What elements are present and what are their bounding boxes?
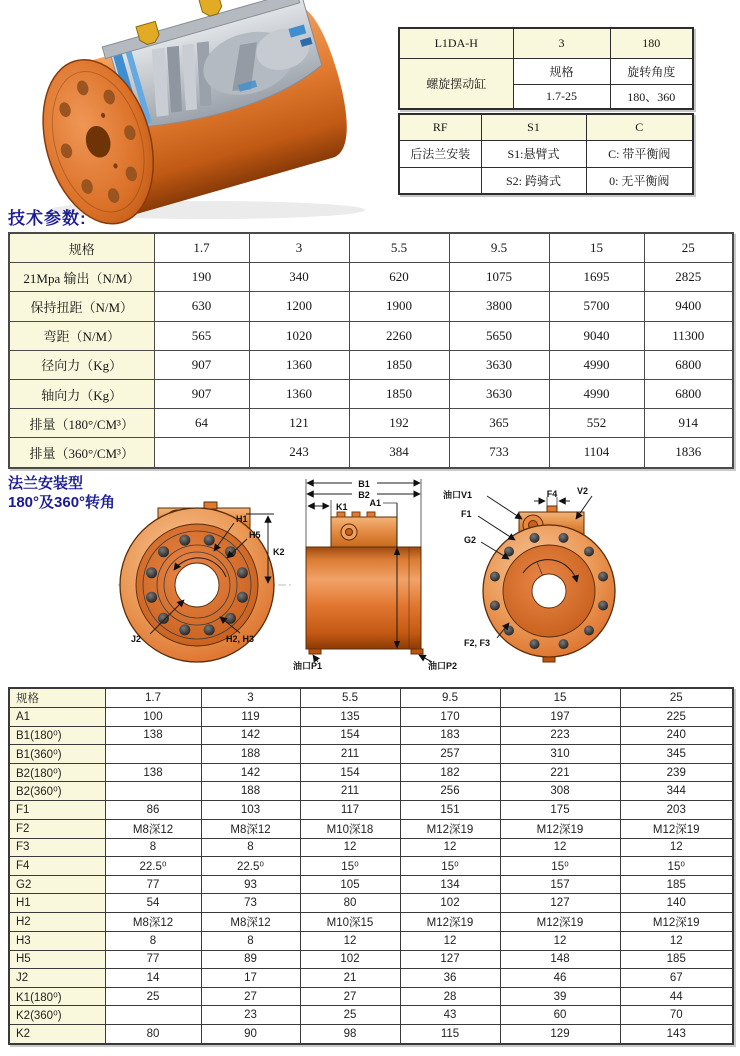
cell: M12深19 (500, 912, 620, 931)
cell: 12 (620, 931, 733, 950)
cell: 46 (500, 969, 620, 988)
tech-params-title: 技术参数: (8, 209, 87, 228)
row-label: B1(360⁰) (9, 745, 105, 764)
row-label: H5 (9, 950, 105, 969)
cell: 3630 (449, 379, 549, 408)
cell: 27 (201, 987, 300, 1006)
product-cutaway-illustration (12, 0, 397, 228)
dim-label-v2: V2 (577, 486, 589, 496)
code-table-bottom (398, 113, 694, 195)
cell: 344 (620, 782, 733, 801)
dim-label-f1: F1 (461, 509, 472, 519)
table-row (9, 987, 733, 1006)
cell: 12 (500, 838, 620, 857)
cell: 1.7 (154, 233, 249, 263)
cell: 129 (500, 1024, 620, 1043)
cell: 15 (549, 233, 644, 263)
port-label-p1: 油口P1 (293, 661, 323, 671)
cell: 340 (249, 263, 349, 292)
cell: M10深18 (300, 819, 400, 838)
cell: 103 (201, 800, 300, 819)
cell: 70 (620, 1006, 733, 1025)
dim-label-h1: H1 (236, 514, 248, 524)
tech-params-table (8, 232, 734, 469)
table-row (9, 838, 733, 857)
cell: M12深19 (400, 819, 500, 838)
cell: 27 (300, 987, 400, 1006)
cell: 239 (620, 763, 733, 782)
cell: 1104 (549, 438, 644, 468)
cell: 256 (400, 782, 500, 801)
dim-label-g2: G2 (464, 535, 477, 545)
cell: M12深19 (400, 912, 500, 931)
cell: 1020 (249, 321, 349, 350)
cell: 102 (300, 950, 400, 969)
cell: 185 (620, 875, 733, 894)
cell: 12 (500, 931, 620, 950)
cell: 142 (201, 726, 300, 745)
cell: 98 (300, 1024, 400, 1043)
cell: 1360 (249, 379, 349, 408)
cell: 80 (300, 894, 400, 913)
row-label: 规格 (9, 688, 105, 708)
cell: M8深12 (201, 912, 300, 931)
table-row (9, 969, 733, 988)
cell: 6800 (644, 350, 733, 379)
cell: 552 (549, 409, 644, 438)
cell: 140 (620, 894, 733, 913)
support-code: S1 (481, 114, 586, 140)
table-row (9, 800, 733, 819)
dim-label-j2: J2 (131, 634, 142, 644)
dim-label-a1: A1 (369, 498, 381, 508)
cell (105, 782, 201, 801)
cell: 43 (400, 1006, 500, 1025)
cell: 197 (500, 708, 620, 727)
cell: 907 (154, 350, 249, 379)
cell: 77 (105, 875, 201, 894)
cell: 17 (201, 969, 300, 988)
row-label: J2 (9, 969, 105, 988)
table-row (9, 292, 733, 321)
cell: 157 (500, 875, 620, 894)
cell: 1.7 (105, 688, 201, 708)
table-row (9, 875, 733, 894)
table-row (9, 782, 733, 801)
cell: 77 (105, 950, 201, 969)
row-label: 弯距（N/M） (9, 321, 154, 350)
flange-title-line1: 法兰安装型 (8, 475, 84, 492)
cell: 60 (500, 1006, 620, 1025)
cell: 12 (300, 931, 400, 950)
row-label: 21Mpa 输出（N/M） (9, 263, 154, 292)
cell: 9.5 (400, 688, 500, 708)
dim-label-k2: K2 (273, 547, 285, 557)
cell: 12 (620, 838, 733, 857)
front-view-right (443, 486, 615, 662)
cell: M10深15 (300, 912, 400, 931)
row-label: H1 (9, 894, 105, 913)
dim-label-b1: B1 (358, 479, 370, 489)
table-row (9, 438, 733, 468)
cell: 620 (349, 263, 449, 292)
cell: 565 (154, 321, 249, 350)
cell: 119 (201, 708, 300, 727)
row-label: B1(180⁰) (9, 726, 105, 745)
row-label: B2(180⁰) (9, 763, 105, 782)
cell (105, 1006, 201, 1025)
cell: 384 (349, 438, 449, 468)
cell: 223 (500, 726, 620, 745)
row-label: A1 (9, 708, 105, 727)
dim-label-k1: K1 (336, 502, 348, 512)
table-row (9, 708, 733, 727)
cell: 240 (620, 726, 733, 745)
cell: 182 (400, 763, 500, 782)
cell: 9040 (549, 321, 644, 350)
size-code: 3 (513, 28, 610, 58)
valve-o-label: 0: 无平衡阀 (586, 167, 693, 194)
cell: M8深12 (201, 819, 300, 838)
cell: 93 (201, 875, 300, 894)
port-label-v1: 油口V1 (443, 490, 473, 500)
cell: 12 (400, 931, 500, 950)
cell: M8深12 (105, 912, 201, 931)
cell: 8 (105, 838, 201, 857)
cell: 142 (201, 763, 300, 782)
row-label: F2 (9, 819, 105, 838)
cell: 188 (201, 782, 300, 801)
cell: 5650 (449, 321, 549, 350)
mount-label: 后法兰安装 (399, 140, 481, 167)
cell: 73 (201, 894, 300, 913)
cell: 15⁰ (400, 857, 500, 876)
row-label: F1 (9, 800, 105, 819)
cell: 115 (400, 1024, 500, 1043)
row-label: G2 (9, 875, 105, 894)
cell: 80 (105, 1024, 201, 1043)
cell: 100 (105, 708, 201, 727)
cell: M12深19 (620, 819, 733, 838)
cell: 105 (300, 875, 400, 894)
model-code-block (398, 27, 694, 195)
cell: 211 (300, 745, 400, 764)
table-row (9, 1024, 733, 1043)
cell: 170 (400, 708, 500, 727)
cell: 3 (201, 688, 300, 708)
cell: 243 (249, 438, 349, 468)
cell: 151 (400, 800, 500, 819)
cell: 64 (154, 409, 249, 438)
cell: 5.5 (300, 688, 400, 708)
cell: 8 (105, 931, 201, 950)
table-row (9, 350, 733, 379)
cell: 1850 (349, 350, 449, 379)
table-row (9, 950, 733, 969)
row-label: B2(360⁰) (9, 782, 105, 801)
model-code: L1DA-H (399, 28, 513, 58)
dim-label-f2f3: F2, F3 (464, 638, 491, 648)
code-table-top (398, 27, 694, 110)
angle-code: 180 (610, 28, 693, 58)
table-row (9, 1006, 733, 1025)
product-name: 螺旋摆动缸 (399, 58, 513, 109)
cell: 1836 (644, 438, 733, 468)
cell: 310 (500, 745, 620, 764)
cell: 134 (400, 875, 500, 894)
cell: 914 (644, 409, 733, 438)
cell: 4990 (549, 350, 644, 379)
side-view (293, 479, 457, 671)
angle-label: 旋转角度 (610, 58, 693, 84)
cell: 154 (300, 726, 400, 745)
cell: 121 (249, 409, 349, 438)
cell: 15⁰ (500, 857, 620, 876)
cell: 148 (500, 950, 620, 969)
mount-code: RF (399, 114, 481, 140)
cell: 221 (500, 763, 620, 782)
row-label: K2 (9, 1024, 105, 1043)
cell: 25 (300, 1006, 400, 1025)
port-label-p2: 油口P2 (428, 661, 458, 671)
cell: 183 (400, 726, 500, 745)
table-row (9, 931, 733, 950)
cell: 11300 (644, 321, 733, 350)
header-row (9, 688, 733, 708)
cell: 308 (500, 782, 620, 801)
cell: 67 (620, 969, 733, 988)
cell: 138 (105, 763, 201, 782)
cell: 44 (620, 987, 733, 1006)
cell: 25 (105, 987, 201, 1006)
cell: M12深19 (620, 912, 733, 931)
cell (105, 745, 201, 764)
cell: 14 (105, 969, 201, 988)
row-label: 规格 (9, 233, 154, 263)
cell: 22.5⁰ (201, 857, 300, 876)
empty-cell (399, 167, 481, 194)
row-label: 保持扭距（N/M） (9, 292, 154, 321)
cell: 25 (644, 233, 733, 263)
table-row (9, 912, 733, 931)
valve-c-label: C: 带平衡阀 (586, 140, 693, 167)
cell: 15⁰ (620, 857, 733, 876)
cell: 2825 (644, 263, 733, 292)
table-row (9, 726, 733, 745)
cell (154, 438, 249, 468)
dim-label-h5: H5 (249, 530, 261, 540)
cell: 90 (201, 1024, 300, 1043)
row-label: H3 (9, 931, 105, 950)
row-label: 轴向力（Kg） (9, 379, 154, 408)
table-row (9, 763, 733, 782)
cell: 117 (300, 800, 400, 819)
row-label: 径向力（Kg） (9, 350, 154, 379)
cell: 225 (620, 708, 733, 727)
cell: M8深12 (105, 819, 201, 838)
row-label: 排量（180°/CM³） (9, 409, 154, 438)
cell: 15⁰ (300, 857, 400, 876)
cell: 5.5 (349, 233, 449, 263)
cell: 25 (620, 688, 733, 708)
cell: 2260 (349, 321, 449, 350)
cell: 8 (201, 838, 300, 857)
dimension-drawings (0, 470, 740, 688)
front-view-left (118, 502, 292, 662)
cell: M12深19 (500, 819, 620, 838)
cell: 211 (300, 782, 400, 801)
cell: 1850 (349, 379, 449, 408)
cell: 1695 (549, 263, 644, 292)
cell: 192 (349, 409, 449, 438)
cell: 89 (201, 950, 300, 969)
cell: 3630 (449, 350, 549, 379)
flange-title-line2: 180°及360°转角 (8, 494, 116, 511)
cell: 86 (105, 800, 201, 819)
cell: 175 (500, 800, 620, 819)
table-row (9, 321, 733, 350)
table-row (9, 745, 733, 764)
spec-label: 规格 (513, 58, 610, 84)
cell: 257 (400, 745, 500, 764)
header-row (9, 233, 733, 263)
row-label: 排量（360°/CM³） (9, 438, 154, 468)
cell: 9.5 (449, 233, 549, 263)
cell: 3 (249, 233, 349, 263)
cell: 15 (500, 688, 620, 708)
cell: 188 (201, 745, 300, 764)
cell: 5700 (549, 292, 644, 321)
cell: 127 (400, 950, 500, 969)
row-label: F3 (9, 838, 105, 857)
cell: 127 (500, 894, 620, 913)
cell: 1200 (249, 292, 349, 321)
cell: 1900 (349, 292, 449, 321)
cell: 135 (300, 708, 400, 727)
cell: 733 (449, 438, 549, 468)
dim-label-b2: B2 (358, 490, 370, 500)
cell: 1075 (449, 263, 549, 292)
spec-range: 1.7-25 (513, 84, 610, 109)
cell: 1360 (249, 350, 349, 379)
cell: 36 (400, 969, 500, 988)
table-row (9, 379, 733, 408)
cell: 21 (300, 969, 400, 988)
table-row (9, 409, 733, 438)
table-row (9, 819, 733, 838)
cell: 39 (500, 987, 620, 1006)
cell: 3800 (449, 292, 549, 321)
valve-code: C (586, 114, 693, 140)
dim-label-f4: F4 (546, 489, 558, 499)
support-s1-label: S1:悬臂式 (481, 140, 586, 167)
row-label: H2 (9, 912, 105, 931)
row-label: K2(360⁰) (9, 1006, 105, 1025)
product-photo (12, 0, 397, 228)
table-row (9, 894, 733, 913)
cell: 102 (400, 894, 500, 913)
row-label: K1(180⁰) (9, 987, 105, 1006)
cell: 6800 (644, 379, 733, 408)
cell: 907 (154, 379, 249, 408)
cell: 12 (300, 838, 400, 857)
cell: 143 (620, 1024, 733, 1043)
dimension-table (8, 687, 734, 1045)
cell: 12 (400, 838, 500, 857)
cell: 54 (105, 894, 201, 913)
cell: 365 (449, 409, 549, 438)
table-row (9, 857, 733, 876)
cell: 185 (620, 950, 733, 969)
cell: 190 (154, 263, 249, 292)
cell: 630 (154, 292, 249, 321)
dim-label-h2h3: H2, H3 (226, 634, 255, 644)
cell: 345 (620, 745, 733, 764)
cell: 203 (620, 800, 733, 819)
row-label: F4 (9, 857, 105, 876)
table-row (9, 263, 733, 292)
drawings (0, 470, 740, 688)
cell: 138 (105, 726, 201, 745)
cell: 9400 (644, 292, 733, 321)
angle-values: 180、360 (610, 84, 693, 109)
cell: 4990 (549, 379, 644, 408)
cell: 22.5⁰ (105, 857, 201, 876)
support-s2-label: S2: 跨骑式 (481, 167, 586, 194)
cell: 8 (201, 931, 300, 950)
cell: 23 (201, 1006, 300, 1025)
cell: 28 (400, 987, 500, 1006)
cell: 154 (300, 763, 400, 782)
